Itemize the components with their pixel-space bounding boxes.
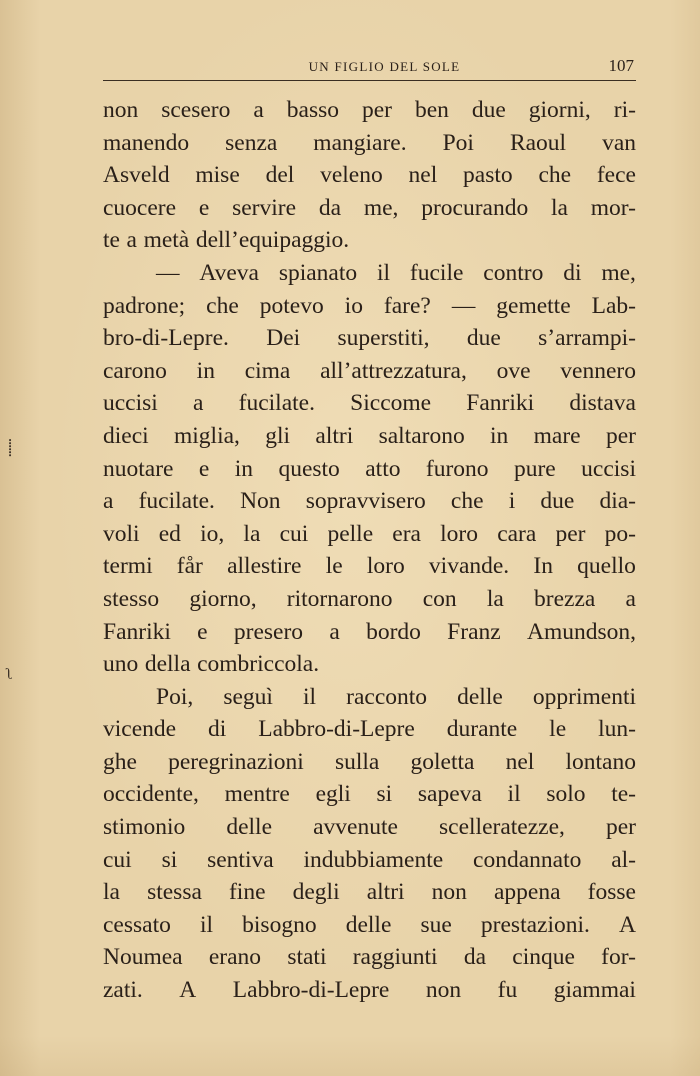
text-line: termi får allestire le loro vivande. In quello: [103, 553, 636, 580]
text-line: stesso giorno, ritornarono con la brezza a: [103, 585, 636, 612]
text-line: dieci miglia, gli altri saltarono in mare per: [103, 422, 636, 449]
body-text: [103, 94, 636, 1007]
text-line: padrone; che potevo io fare? — gemette Lab-: [103, 292, 636, 319]
margin-mark: ⸽: [8, 440, 13, 457]
text-line: a fucilate. Non sopravvisero che i due dia-: [103, 488, 636, 515]
text-line: Asveld mise del veleno nel pasto che fece: [103, 162, 636, 189]
text-line: ghe peregrinazioni sulla goletta nel lontano: [103, 748, 636, 775]
text-line: nuotare e in questo atto furono pure uccisi: [103, 455, 636, 482]
header-rule: [103, 80, 636, 81]
text-line: carono in cima all’attrezzatura, ove vennero: [103, 357, 636, 384]
text-line: la stessa fine degli altri non appena fosse: [103, 879, 636, 906]
text-line: — Aveva spianato il fucile contro di me,: [156, 259, 636, 286]
text-line: Noumea erano stati raggiunti da cinque for-: [103, 944, 636, 971]
text-line: cessato il bisogno delle sue prestazioni. A: [103, 911, 636, 938]
text-line: non scesero a basso per ben due giorni, ri-: [103, 97, 636, 123]
text-line: voli ed io, la cui pelle era loro cara per po-: [103, 520, 636, 547]
running-head: [103, 56, 636, 80]
text-line: bro-di-Lepre. Dei superstiti, due s’arrampi-: [103, 325, 636, 352]
text-line: uno della combriccola.: [103, 651, 320, 678]
text-line: cui si sentiva indubbiamente condannato al-: [103, 846, 636, 873]
text-line: occidente, mentre egli si sapeva il solo te-: [103, 781, 636, 808]
margin-mark: ʅ: [6, 666, 13, 683]
running-title: UN FIGLIO DEL SOLE: [308, 59, 461, 74]
text-line: cuocere e servire da me, procurando la mor-: [103, 194, 636, 221]
text-line: Fanriki e presero a bordo Franz Amundson,: [103, 618, 636, 645]
text-line: Poi, seguì il racconto delle opprimenti: [156, 683, 636, 710]
text-line: manendo senza mangiare. Poi Raoul van: [103, 129, 636, 156]
text-line: te a metà dell’equipaggio.: [103, 227, 350, 254]
page-number: 107: [608, 56, 634, 75]
text-line: zati. A Labbro-di-Lepre non fu giammai: [103, 977, 636, 1004]
text-line: uccisi a fucilate. Siccome Fanriki distava: [103, 390, 636, 417]
text-line: vicende di Labbro-di-Lepre durante le lun-: [103, 716, 636, 743]
text-line: stimonio delle avvenute scelleratezze, per: [103, 814, 636, 841]
